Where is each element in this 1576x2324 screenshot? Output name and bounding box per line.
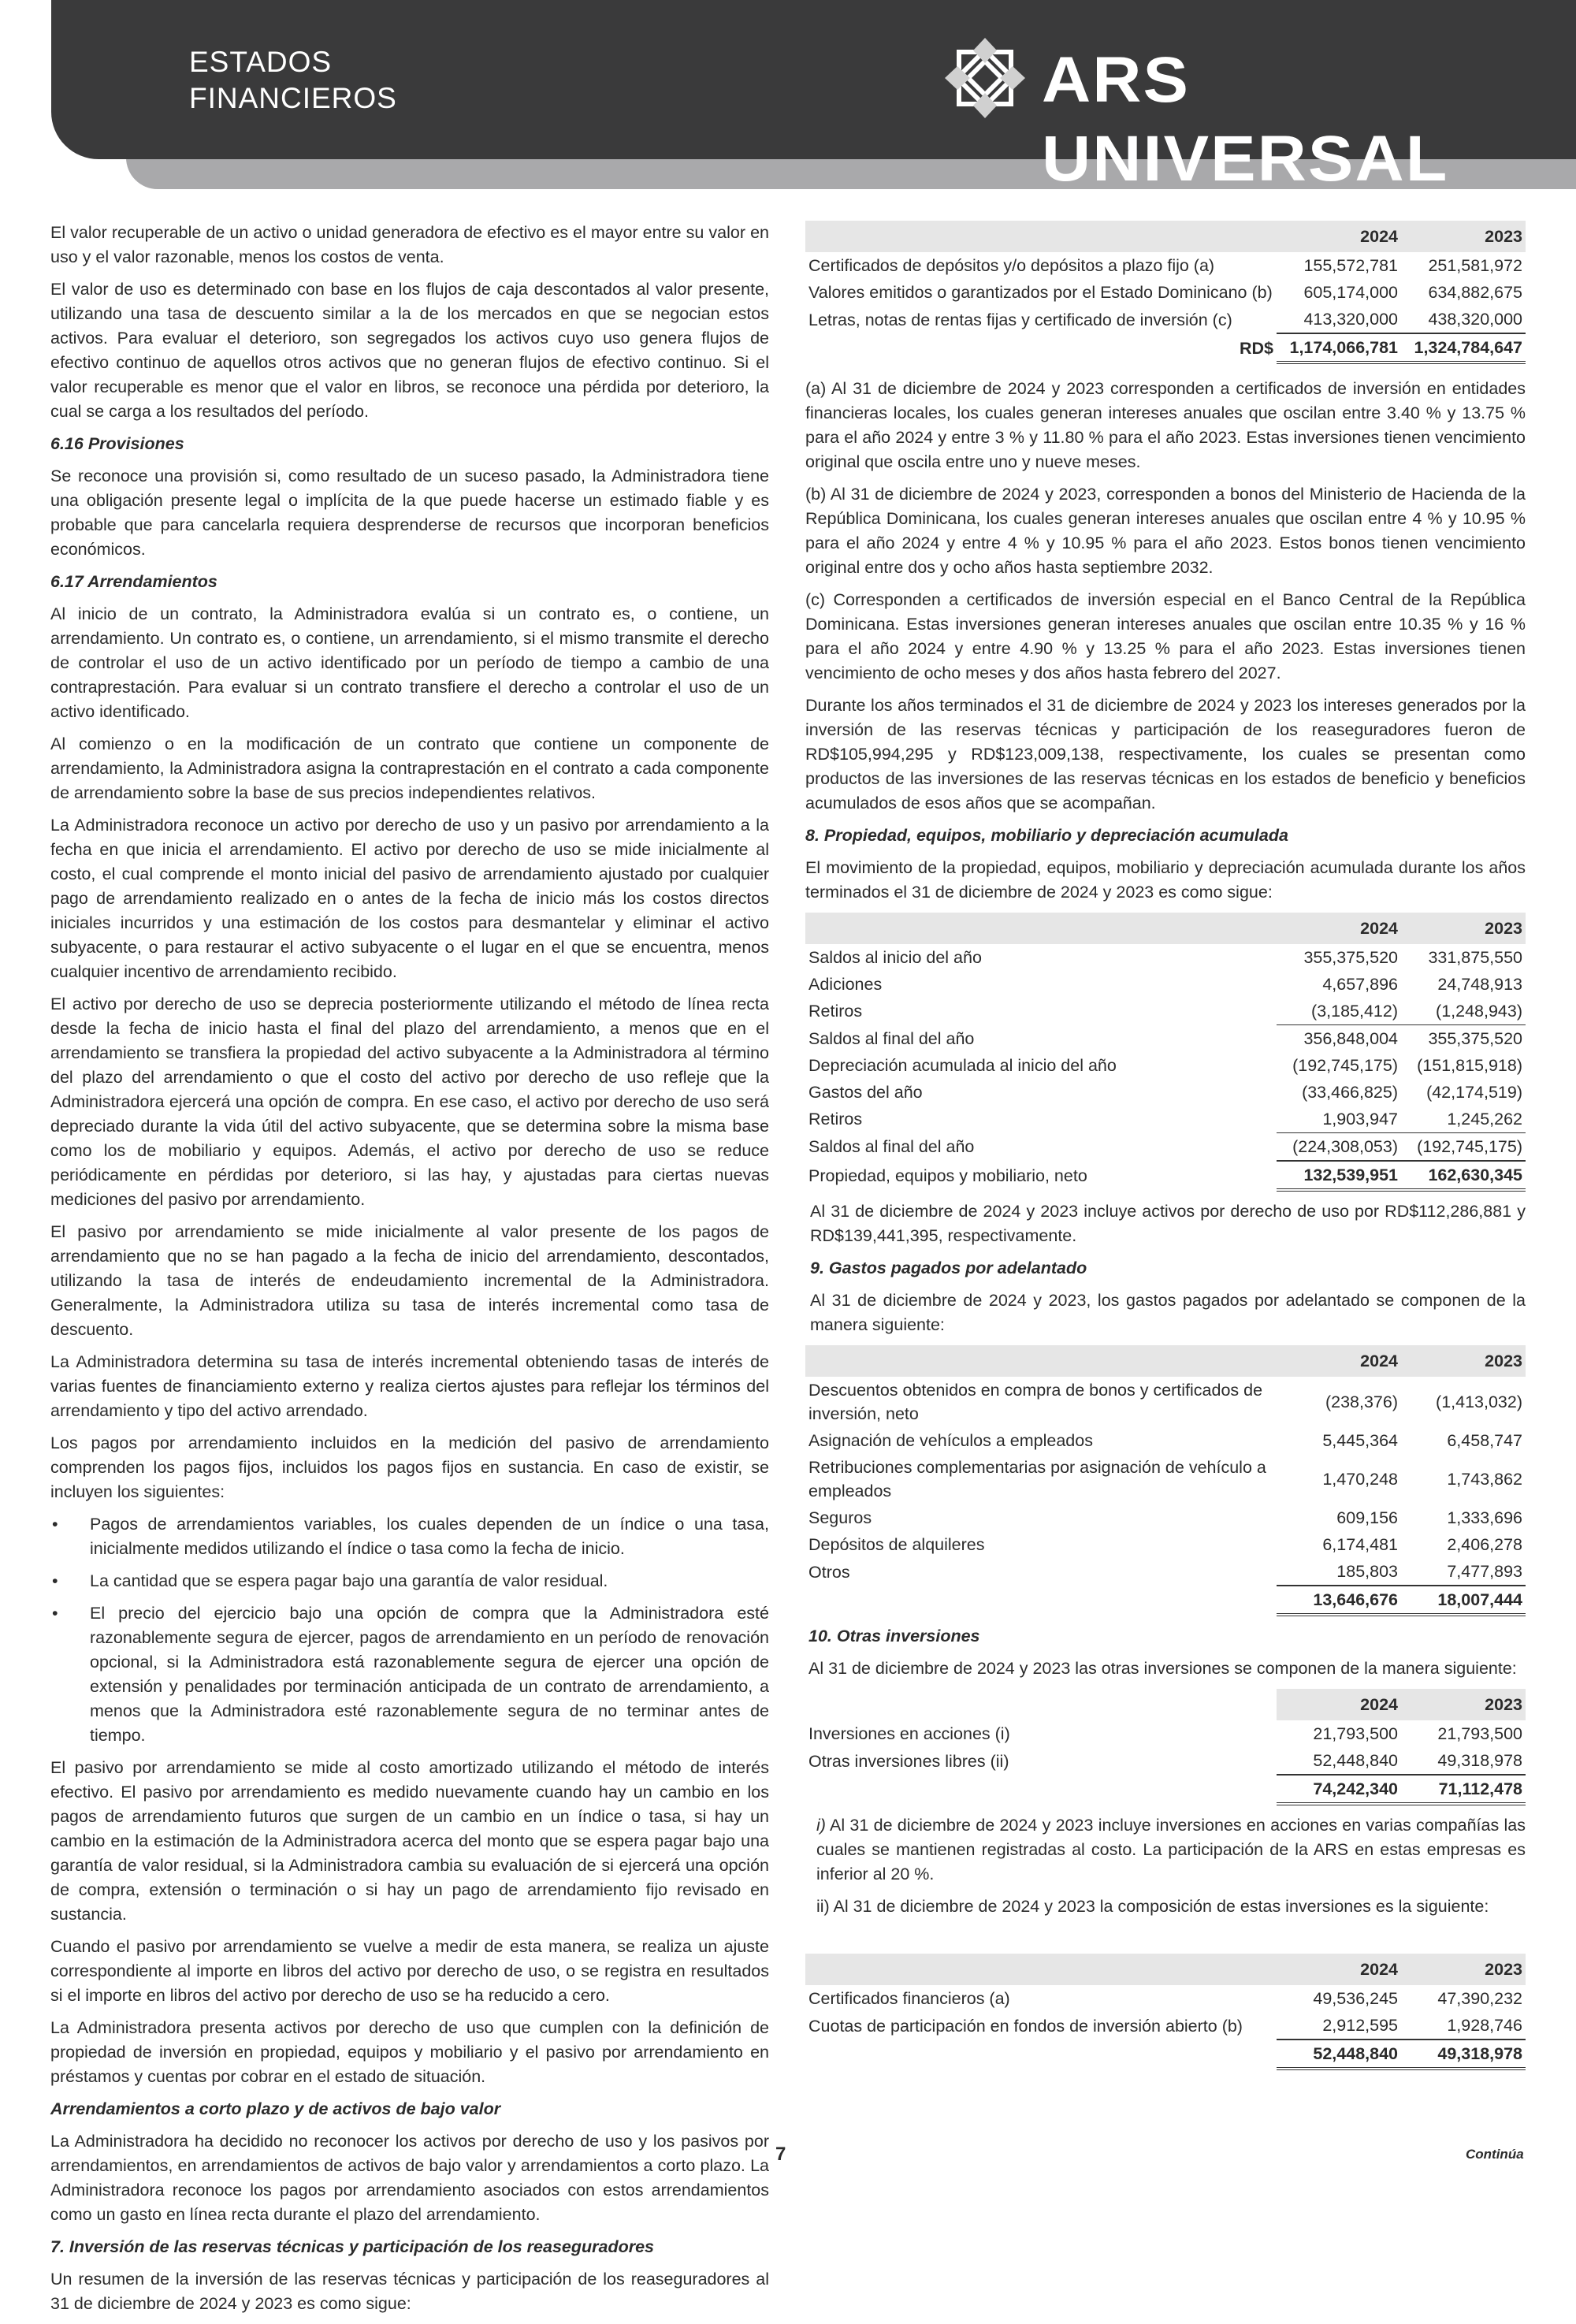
table-row: Descuentos obtenidos en compra de bonos y certificados de inversión, neto (238,376) (1,413,032) bbox=[808, 1381, 1522, 1423]
paragraph: Al 31 de diciembre de 2024 y 2023, los gastos pagados por adelantado se componen de la manera siguiente: bbox=[810, 1291, 1526, 1334]
table-row: Adiciones 4,657,896 24,748,913 bbox=[808, 975, 1522, 994]
brand-name bbox=[1042, 41, 1576, 206]
table-header-row bbox=[805, 1689, 1526, 1720]
table-row: Saldos al final del año 356,848,004 355,375,520 bbox=[808, 1028, 1522, 1048]
col-2023: 2023 bbox=[1401, 221, 1526, 252]
brand-text: ARS UNIVERSAL bbox=[1042, 44, 1449, 195]
section-heading-arrendamientos: 6.17 Arrendamientos bbox=[50, 572, 217, 591]
table-reservas-tecnicas bbox=[805, 221, 1526, 364]
title-line-1: ESTADOS bbox=[189, 46, 333, 78]
paragraph: Los pagos por arrendamiento incluidos en la medición del pasivo de arrendamiento comprenden los pagos fijos, incluidos los pagos fijos en sustancia. En caso de existir, se incluyen los siguientes: bbox=[50, 1433, 769, 1501]
table-row: Letras, notas de rentas fijas y certificado de inversión (c) 413,320,000 438,320,000 bbox=[805, 306, 1526, 333]
paragraph: Cuando el pasivo por arrendamiento se vuelve a medir de esta manera, se realiza un ajuste correspondiente al importe en libros del activo por derecho de uso, o se registra en resultados si el importe en libros del activo por derecho de uso se ha reducido a cero. bbox=[50, 1937, 769, 2005]
col-2023: 2023 bbox=[1401, 1954, 1526, 1985]
note-i bbox=[805, 1813, 1526, 1887]
paragraph: El valor recuperable de un activo o unidad generadora de efectivo es el mayor entre su valor en uso y el valor razonable, menos los costos de venta. bbox=[50, 223, 769, 266]
col-2024: 2024 bbox=[1277, 913, 1401, 944]
section-heading-propiedad: 8. Propiedad, equipos, mobiliario y depreciación acumulada bbox=[805, 826, 1288, 845]
page-number: 7 bbox=[775, 2144, 786, 2165]
table-row: Seguros 609,156 1,333,696 bbox=[808, 1508, 1522, 1527]
table-row: Inversiones en acciones (i) 21,793,500 21,793,500 bbox=[808, 1724, 1522, 1743]
table-row: Cuotas de participación en fondos de inversión abierto (b) 2,912,595 1,928,746 bbox=[805, 2012, 1526, 2040]
paragraph: El movimiento de la propiedad, equipos, mobiliario y depreciación acumulada durante los años terminados el 31 de diciembre de 2024 y 2023 es como sigue: bbox=[805, 858, 1526, 902]
section-heading-corto-plazo: Arrendamientos a corto plazo y de activos de bajo valor bbox=[50, 2099, 501, 2118]
table-header-row bbox=[805, 1345, 1526, 1377]
list-item: • El precio del ejercicio bajo una opción de compra que la Administradora esté razonablemente segura de ejercer, pagos de arrendamiento en un período de renovación opcional, si la Administradora está razonablemente segura de ejercer una opción de extensión y penalidades por terminación anticipada de un contrato de arrendamiento, a menos que la Administradora esté razonablemente segura de no terminar antes de tiempo. bbox=[50, 1601, 769, 1748]
note-b: (b) Al 31 de diciembre de 2024 y 2023, corresponden a bonos del Ministerio de Hacienda de la República Dominicana, los cuales generan intereses anuales que oscilan entre 4 % y 10.95 % para el año 2024 y entre 4 % y 10.95 % para el año 2023. Estos bonos tienen vencimiento original entre dos y ocho años hasta septiembre 2032. bbox=[805, 485, 1526, 577]
paragraph: Al 31 de diciembre de 2024 y 2023 las otras inversiones se componen de la manera siguiente: bbox=[808, 1659, 1517, 1678]
note-i-text: Al 31 de diciembre de 2024 y 2023 incluye inversiones en acciones en varias compañías las cuales se mantienen registradas al costo. La participación de la ARS en estas empresas es inferior al 20 %. bbox=[816, 1816, 1526, 1883]
ars-universal-logo-icon bbox=[942, 35, 1028, 121]
table-header-row bbox=[805, 913, 1526, 944]
table-total-row: 52,448,840 49,318,978 bbox=[805, 2040, 1526, 2069]
paragraph: El pasivo por arrendamiento se mide inicialmente al valor presente de los pagos de arrendamiento que no se han pagado a la fecha de inicio del arrendamiento, descontados, utilizando la tasa de interés de endeudamiento incremental de la Administradora. Generalmente, la Administradora utiliza su tasa de interés incremental como tasa de descuento. bbox=[50, 1222, 769, 1339]
table-row: Depósitos de alquileres 6,174,481 2,406,278 bbox=[808, 1535, 1522, 1554]
list-item: • La cantidad que se espera pagar bajo una garantía de valor residual. bbox=[50, 1569, 769, 1593]
col-2024: 2024 bbox=[1277, 221, 1401, 252]
paragraph: La Administradora reconoce un activo por derecho de uso y un pasivo por arrendamiento a la fecha en que inicia el arrendamiento. El activo por derecho de uso se mide inicialmente al costo, el cual comprende el monto inicial del pasivo de arrendamiento ajustado por cualquier pago de arrendamiento realizado en o antes de la fecha de inicio más los costos directos iniciales incurridos y una estimación de los costos para desmantelar y eliminar el activo subyacente, o para restaurar el activo subyacente o el lugar en el que se encuentra, menos cualquier incentivo de arrendamiento recibido. bbox=[50, 816, 769, 981]
table-total-row: RD$ 1,174,066,781 1,324,784,647 bbox=[805, 333, 1526, 363]
table-row: Depreciación acumulada al inicio del año (192,745,175) (151,815,918) bbox=[808, 1056, 1522, 1075]
table-total-row: 13,646,676 18,007,444 bbox=[805, 1586, 1526, 1615]
col-2024: 2024 bbox=[1277, 1689, 1401, 1720]
table-propiedad-equipos bbox=[805, 913, 1526, 1192]
table-row: Asignación de vehículos a empleados 5,445,364 6,458,747 bbox=[808, 1431, 1522, 1450]
right-column bbox=[805, 221, 1526, 2078]
paragraph: El activo por derecho de uso se deprecia posteriormente utilizando el método de línea recta desde la fecha de inicio hasta el final del plazo del arrendamiento, a menos que en el arrendamiento se transfiera la propiedad del activo subyacente a la Administradora al término del plazo del arrendamiento o que el costo del activo por derecho de uso refleje que la Administradora ejercerá una opción de compra. En ese caso, el activo por derecho de uso será depreciado durante la vida útil del activo subyacente, que se determina sobre la misma base como los de mobiliario y equipos. Además, el activo por derecho de uso se reduce periódicamente en pérdidas por deterioro, si las hay, y ajustadas para ciertas nuevas mediciones del pasivo por arrendamiento. bbox=[50, 995, 769, 1209]
table-row: Retiros 1,903,947 1,245,262 bbox=[805, 1106, 1526, 1133]
note-ii: ii) Al 31 de diciembre de 2024 y 2023 la composición de estas inversiones es la siguiente: bbox=[816, 1897, 1489, 1916]
section-heading-provisiones: 6.16 Provisiones bbox=[50, 434, 184, 453]
left-column bbox=[50, 221, 769, 2324]
section-heading-gastos-pagados: 9. Gastos pagados por adelantado bbox=[810, 1259, 1087, 1277]
table-row: Otros 185,803 7,477,893 bbox=[805, 1558, 1526, 1586]
table-otras-inversiones bbox=[805, 1689, 1526, 1805]
table-header-row bbox=[805, 1954, 1526, 1985]
bullet-list bbox=[50, 1512, 769, 1748]
paragraph: Un resumen de la inversión de las reservas técnicas y participación de los reaseguradores al 31 de diciembre de 2024 y 2023 es como sigue: bbox=[50, 2270, 769, 2313]
currency-label: RD$ bbox=[1239, 338, 1273, 358]
table-row: Valores emitidos o garantizados por el Estado Dominicano (b) 605,174,000 634,882,675 bbox=[808, 283, 1522, 302]
paragraph: La Administradora presenta activos por derecho de uso que cumplen con la definición de propiedad de inversión en propiedad, equipos y mobiliario y el pasivo por arrendamiento en préstamos y cuentas por cobrar en el estado de situación. bbox=[50, 2018, 769, 2086]
table-row: Gastos del año (33,466,825) (42,174,519) bbox=[808, 1083, 1522, 1102]
table-row: Otras inversiones libres (ii) 52,448,840 49,318,978 bbox=[805, 1747, 1526, 1775]
col-2023: 2023 bbox=[1401, 1345, 1526, 1377]
col-2024: 2024 bbox=[1277, 1345, 1401, 1377]
table-composicion-inversiones bbox=[805, 1954, 1526, 2070]
table-row: Retiros (3,185,412) (1,248,943) bbox=[805, 998, 1526, 1025]
document-section-title bbox=[189, 44, 397, 117]
paragraph: El pasivo por arrendamiento se mide al costo amortizado utilizando el método de interés efectivo. El pasivo por arrendamiento es medido nuevamente cuando hay un cambio en los pagos de arrendamiento futuros que surgen de un cambio en un índice o tasa, si hay un cambio en la estimación de la Administradora acerca del monto que se espera pagar bajo una garantía de valor residual, si la Administradora cambia su evaluación de si ejercerá una opción de compra, extensión o terminación o si hay un pago de arrendamiento fijo revisado en sustancia. bbox=[50, 1758, 769, 1924]
col-2023: 2023 bbox=[1401, 913, 1526, 944]
section-heading-otras-inversiones: 10. Otras inversiones bbox=[808, 1627, 980, 1645]
table-total-row: Propiedad, equipos y mobiliario, neto 132,539,951 162,630,345 bbox=[805, 1161, 1526, 1190]
table-row: Certificados de depósitos y/o depósitos a plazo fijo (a) 155,572,781 251,581,972 bbox=[808, 256, 1522, 275]
table-row: Saldos al final del año (224,308,053) (192,745,175) bbox=[805, 1133, 1526, 1162]
paragraph: Al 31 de diciembre de 2024 y 2023 incluye activos por derecho de uso por RD$112,286,881 y RD$139,441,395, respectivamente. bbox=[810, 1202, 1526, 1245]
note-c: (c) Corresponden a certificados de inversión especial en el Banco Central de la República Dominicana. Estas inversiones generan intereses anuales que oscilan entre 10.35 % y 16 % para el año 2024 y entre 4.90 % y 13.25 % para el año 2023. Estas inversiones tienen vencimiento de ocho meses y dos años hasta febrero del 2027. bbox=[805, 590, 1526, 682]
paragraph: Al comienzo o en la modificación de un contrato que contiene un componente de arrendamiento, la Administradora asigna la contraprestación en el contrato a cada componente de arrendamiento sobre la base de sus precios independientes relativos. bbox=[50, 734, 769, 802]
list-item: • Pagos de arrendamientos variables, los cuales dependen de un índice o una tasa, inicialmente medidos utilizando el índice o tasa como la fecha de inicio. bbox=[50, 1512, 769, 1561]
registered-mark: ® bbox=[1448, 194, 1459, 206]
table-row: Retribuciones complementarias por asignación de vehículo a empleados 1,470,248 1,743,862 bbox=[808, 1458, 1522, 1500]
table-gastos-pagados bbox=[805, 1345, 1526, 1616]
paragraph: Durante los años terminados el 31 de diciembre de 2024 y 2023 los intereses generados por la inversión de las reservas técnicas y participación de los reaseguradores fueron de RD$105,994,295 y RD$123,009,138, respectivamente, los cuales se presentan como productos de las inversiones de las reservas técnicas en los estados de beneficio y beneficios acumulados de esos años que se acompañan. bbox=[805, 696, 1526, 812]
paragraph: La Administradora determina su tasa de interés incremental obteniendo tasas de interés de varias fuentes de financiamiento externo y realiza ciertos ajustes para reflejar los términos del arrendamiento y tipo del activo arrendado. bbox=[50, 1352, 769, 1420]
paragraph: La Administradora ha decidido no reconocer los activos por derecho de uso y los pasivos por arrendamientos, en arrendamientos de activos de bajo valor y arrendamientos a corto plazo. La Administradora reconoce los pagos por arrendamiento asociados con estos arrendamientos como un gasto en línea recta durante el plazo del arrendamiento. bbox=[50, 2132, 769, 2224]
continues-label: Continúa bbox=[1466, 2147, 1524, 2162]
table-row: Saldos al inicio del año 355,375,520 331,875,550 bbox=[808, 948, 1522, 967]
table-total-row: 74,242,340 71,112,478 bbox=[805, 1775, 1526, 1804]
title-line-2: FINANCIEROS bbox=[189, 82, 397, 114]
paragraph: Se reconoce una provisión si, como resultado de un suceso pasado, la Administradora tiene una obligación presente legal o implícita de la que puede hacerse un estimado fiable y es probable que para cancelarla requiera desprenderse de recursos que incorporan beneficios económicos. bbox=[50, 467, 769, 559]
col-2024: 2024 bbox=[1277, 1954, 1401, 1985]
note-i-marker: i) bbox=[816, 1816, 826, 1835]
section-heading-inversion-reservas: 7. Inversión de las reservas técnicas y participación de los reaseguradores bbox=[50, 2237, 655, 2256]
paragraph: El valor de uso es determinado con base en los flujos de caja descontados al valor presente, utilizando una tasa de descuento similar a la de los mercados en que se negocian estos activos. Para evaluar el deterioro, son segregados los activos cuyo uso genera flujos de efectivo continuo de aquellos otros activos que no generan flujos de efectivo continuo. Si el valor recuperable es menor que el valor en libros, se reconoce una pérdida por deterioro, la cual se carga a los resultados del período. bbox=[50, 280, 769, 421]
note-a: (a) Al 31 de diciembre de 2024 y 2023 corresponden a certificados de inversión en entidades financieras locales, los cuales generan intereses anuales que oscilan entre 3.40 % y 13.75 % para el año 2024 y entre 3 % y 11.80 % para el año 2023. Estas inversiones tienen vencimiento original que oscila entre uno y nueve meses. bbox=[805, 379, 1526, 471]
paragraph: Al inicio de un contrato, la Administradora evalúa si un contrato es, o contiene, un arrendamiento. Un contrato es, o contiene, un arrendamiento, si el mismo transmite el derecho de controlar el uso de un activo identificado por un período de tiempo a cambio de una contraprestación. Para evaluar si un contrato transfiere el derecho a controlar el uso de un activo identificado. bbox=[50, 604, 769, 721]
col-2023: 2023 bbox=[1401, 1689, 1526, 1720]
table-row: Certificados financieros (a) 49,536,245 47,390,232 bbox=[808, 1989, 1522, 2008]
table-header-row bbox=[805, 221, 1526, 252]
